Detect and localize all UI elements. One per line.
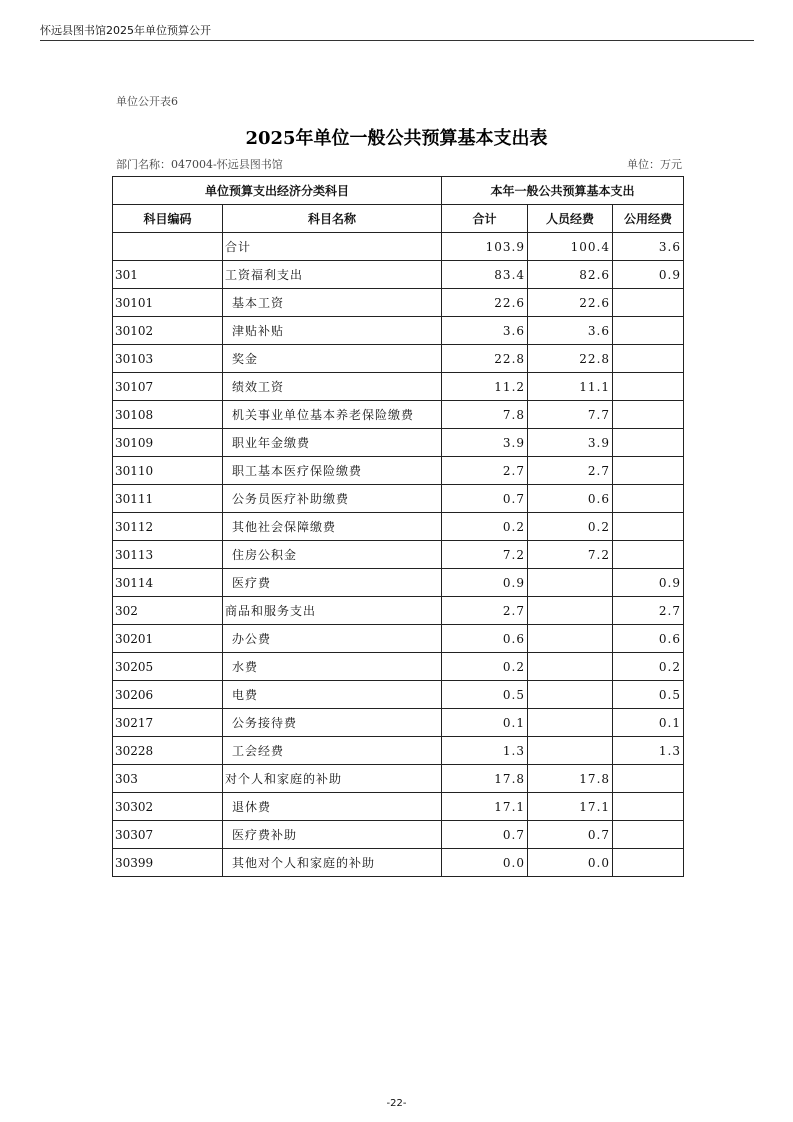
header-personnel: 人员经费 [528, 205, 613, 233]
row-name: 其他社会保障缴费 [223, 513, 442, 541]
row-name: 机关事业单位基本养老保险缴费 [223, 401, 442, 429]
row-public: 1.3 [613, 737, 684, 765]
row-total: 22.6 [442, 289, 528, 317]
row-total: 17.8 [442, 765, 528, 793]
row-name: 津贴补贴 [223, 317, 442, 345]
row-public [613, 401, 684, 429]
budget-table [112, 176, 684, 877]
row-code: 30102 [113, 317, 223, 345]
table-row [113, 821, 684, 849]
row-total: 0.7 [442, 485, 528, 513]
row-public: 3.6 [613, 233, 684, 261]
row-public [613, 513, 684, 541]
row-personnel: 0.0 [528, 849, 613, 877]
table-row [113, 429, 684, 457]
row-public [613, 821, 684, 849]
table-row [113, 569, 684, 597]
row-total: 0.5 [442, 681, 528, 709]
row-code: 30111 [113, 485, 223, 513]
row-personnel: 0.6 [528, 485, 613, 513]
department-label: 部门名称：047004-怀远县图书馆 [116, 158, 283, 171]
row-total: 3.6 [442, 317, 528, 345]
row-name: 公务接待费 [223, 709, 442, 737]
table-row [113, 373, 684, 401]
row-public [613, 457, 684, 485]
table-row [113, 317, 684, 345]
row-total: 0.9 [442, 569, 528, 597]
table-row [113, 793, 684, 821]
row-public [613, 373, 684, 401]
row-code: 301 [113, 261, 223, 289]
row-code: 30302 [113, 793, 223, 821]
row-personnel [528, 569, 613, 597]
row-code: 30114 [113, 569, 223, 597]
row-total: 0.1 [442, 709, 528, 737]
row-code: 303 [113, 765, 223, 793]
header-total: 合计 [442, 205, 528, 233]
row-public: 0.2 [613, 653, 684, 681]
row-total: 2.7 [442, 597, 528, 625]
row-total: 1.3 [442, 737, 528, 765]
row-name: 退休费 [223, 793, 442, 821]
row-public: 0.6 [613, 625, 684, 653]
row-public: 0.9 [613, 569, 684, 597]
row-total: 17.1 [442, 793, 528, 821]
row-personnel [528, 597, 613, 625]
row-code: 30108 [113, 401, 223, 429]
row-code: 30109 [113, 429, 223, 457]
row-public [613, 765, 684, 793]
table-row [113, 709, 684, 737]
table-row [113, 345, 684, 373]
header-economic-classification: 单位预算支出经济分类科目 [113, 177, 442, 205]
row-public: 2.7 [613, 597, 684, 625]
row-name: 绩效工资 [223, 373, 442, 401]
table-row [113, 233, 684, 261]
row-name: 工会经费 [223, 737, 442, 765]
row-name: 医疗费补助 [223, 821, 442, 849]
row-public [613, 485, 684, 513]
table-row [113, 597, 684, 625]
row-personnel: 3.9 [528, 429, 613, 457]
row-total: 0.2 [442, 653, 528, 681]
row-name: 住房公积金 [223, 541, 442, 569]
row-personnel: 17.8 [528, 765, 613, 793]
row-code: 30399 [113, 849, 223, 877]
row-public [613, 429, 684, 457]
row-code: 30205 [113, 653, 223, 681]
table-number: 单位公开表6 [116, 95, 178, 108]
row-name: 其他对个人和家庭的补助 [223, 849, 442, 877]
row-personnel: 0.7 [528, 821, 613, 849]
row-personnel: 11.1 [528, 373, 613, 401]
row-name: 奖金 [223, 345, 442, 373]
row-public: 0.1 [613, 709, 684, 737]
table-row [113, 513, 684, 541]
header-name: 科目名称 [223, 205, 442, 233]
row-code: 30206 [113, 681, 223, 709]
row-code: 30113 [113, 541, 223, 569]
row-public [613, 345, 684, 373]
row-total: 0.6 [442, 625, 528, 653]
document-title: 2025年单位一般公共预算基本支出表 [245, 128, 548, 149]
row-total: 11.2 [442, 373, 528, 401]
table-row [113, 849, 684, 877]
header-basic-expenditure: 本年一般公共预算基本支出 [442, 177, 684, 205]
row-name: 电费 [223, 681, 442, 709]
row-public [613, 849, 684, 877]
row-total: 83.4 [442, 261, 528, 289]
row-personnel: 22.6 [528, 289, 613, 317]
row-name: 公务员医疗补助缴费 [223, 485, 442, 513]
row-total: 0.2 [442, 513, 528, 541]
row-personnel: 3.6 [528, 317, 613, 345]
row-total: 2.7 [442, 457, 528, 485]
row-total: 3.9 [442, 429, 528, 457]
row-total: 103.9 [442, 233, 528, 261]
row-personnel: 22.8 [528, 345, 613, 373]
row-code: 30107 [113, 373, 223, 401]
header-rule [40, 40, 754, 41]
row-name: 合计 [223, 233, 442, 261]
table-row [113, 457, 684, 485]
row-public: 0.9 [613, 261, 684, 289]
row-personnel [528, 709, 613, 737]
row-personnel [528, 737, 613, 765]
row-name: 工资福利支出 [223, 261, 442, 289]
row-total: 0.7 [442, 821, 528, 849]
row-total: 7.2 [442, 541, 528, 569]
row-public: 0.5 [613, 681, 684, 709]
row-total: 22.8 [442, 345, 528, 373]
header-public: 公用经费 [613, 205, 684, 233]
row-code: 30228 [113, 737, 223, 765]
table-row [113, 653, 684, 681]
table-row [113, 261, 684, 289]
row-code: 30201 [113, 625, 223, 653]
row-personnel: 2.7 [528, 457, 613, 485]
table-row [113, 541, 684, 569]
row-code: 30307 [113, 821, 223, 849]
row-name: 医疗费 [223, 569, 442, 597]
row-name: 办公费 [223, 625, 442, 653]
table-row [113, 765, 684, 793]
unit-label: 单位：万元 [627, 158, 682, 171]
row-personnel: 7.2 [528, 541, 613, 569]
row-public [613, 289, 684, 317]
table-row [113, 737, 684, 765]
table-row [113, 681, 684, 709]
row-code: 30110 [113, 457, 223, 485]
row-personnel: 82.6 [528, 261, 613, 289]
table-row [113, 289, 684, 317]
row-name: 职工基本医疗保险缴费 [223, 457, 442, 485]
budget-table-body [113, 233, 684, 877]
row-name: 水费 [223, 653, 442, 681]
row-public [613, 541, 684, 569]
row-personnel: 7.7 [528, 401, 613, 429]
row-name: 职业年金缴费 [223, 429, 442, 457]
row-name: 基本工资 [223, 289, 442, 317]
table-row [113, 401, 684, 429]
running-header: 怀远县图书馆2025年单位预算公开 [40, 24, 211, 37]
row-public [613, 317, 684, 345]
row-name: 商品和服务支出 [223, 597, 442, 625]
row-personnel: 100.4 [528, 233, 613, 261]
row-total: 0.0 [442, 849, 528, 877]
table-row [113, 485, 684, 513]
row-total: 7.8 [442, 401, 528, 429]
row-personnel: 17.1 [528, 793, 613, 821]
row-code: 302 [113, 597, 223, 625]
row-personnel: 0.2 [528, 513, 613, 541]
row-code: 30217 [113, 709, 223, 737]
row-code: 30101 [113, 289, 223, 317]
page-number: -22- [386, 1098, 407, 1109]
row-personnel [528, 625, 613, 653]
row-personnel [528, 681, 613, 709]
row-code: 30112 [113, 513, 223, 541]
row-code: 30103 [113, 345, 223, 373]
row-code [113, 233, 223, 261]
row-personnel [528, 653, 613, 681]
row-name: 对个人和家庭的补助 [223, 765, 442, 793]
table-row [113, 625, 684, 653]
header-code: 科目编码 [113, 205, 223, 233]
row-public [613, 793, 684, 821]
